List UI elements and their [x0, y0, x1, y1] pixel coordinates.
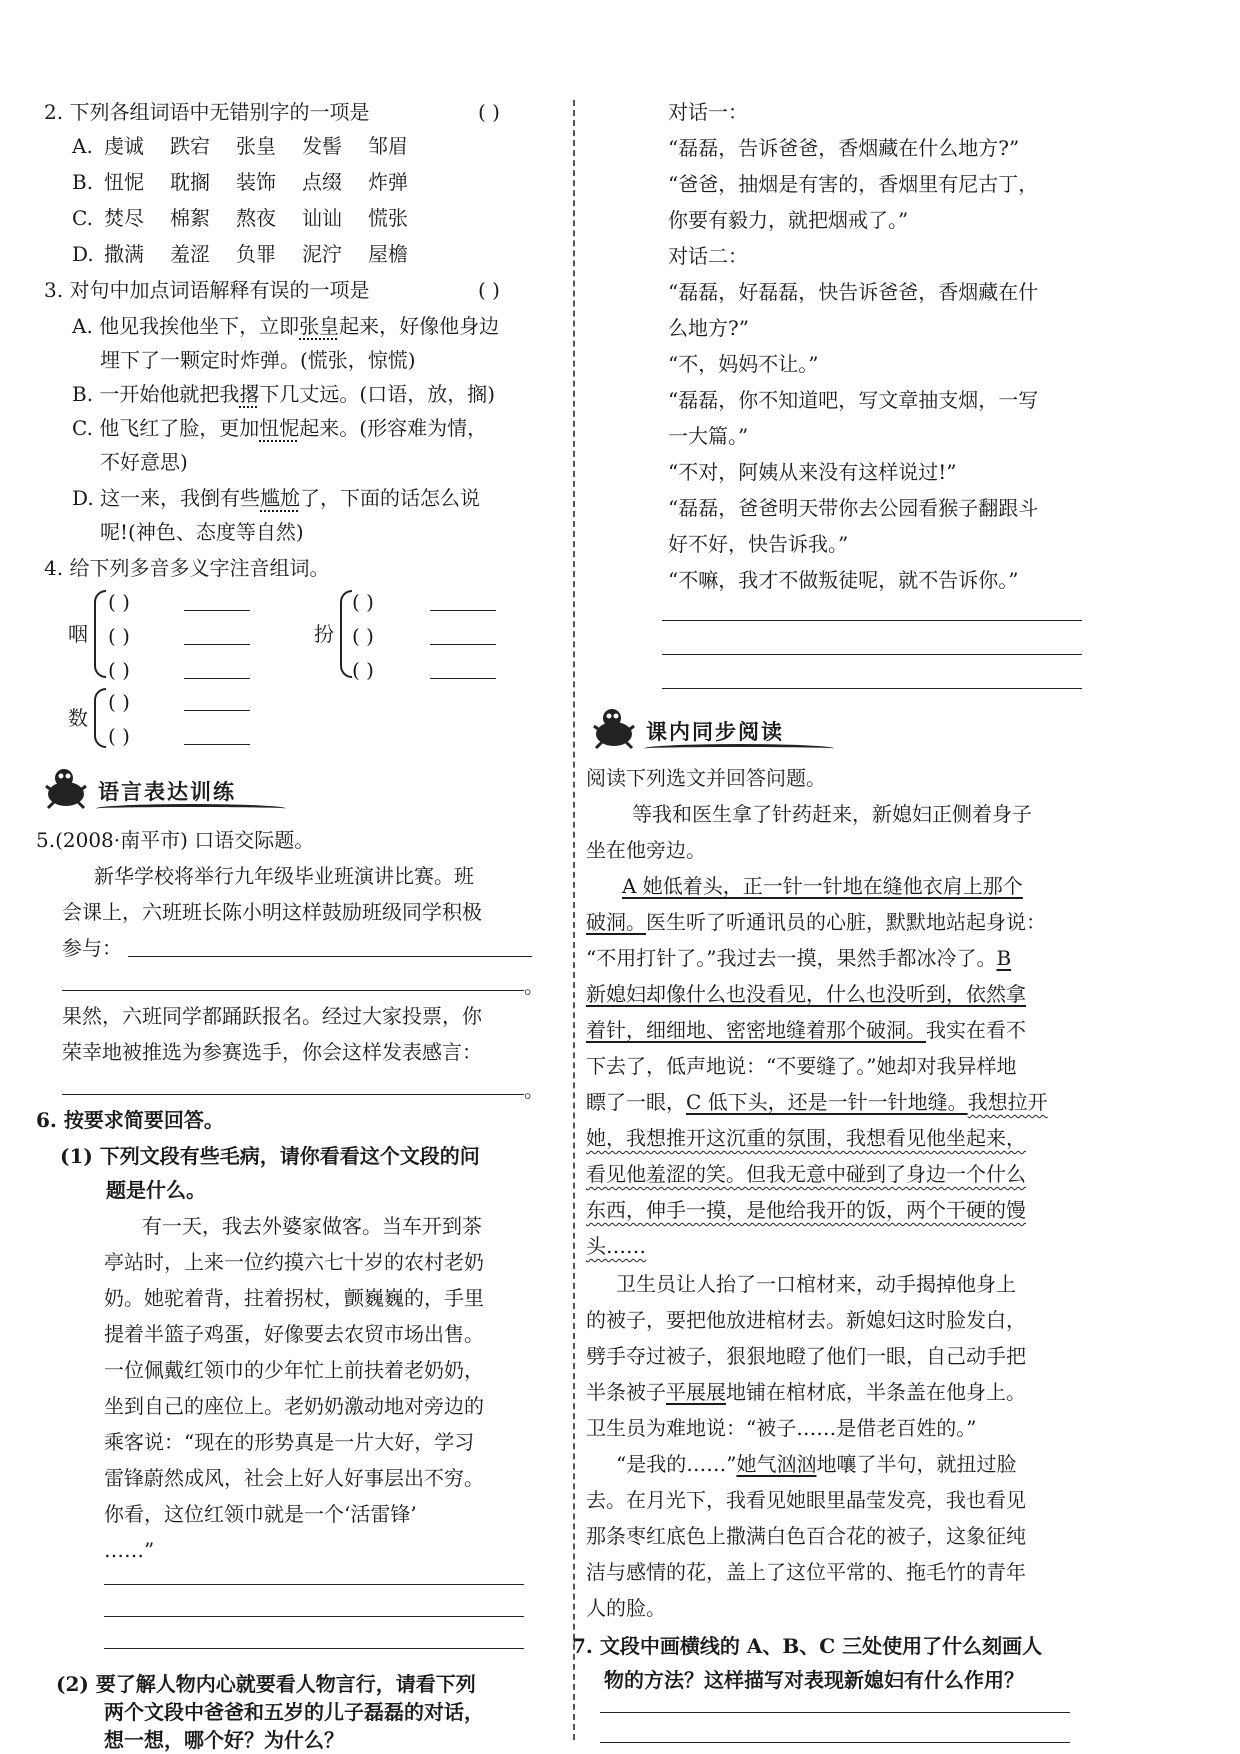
- option-word: 跌宕: [170, 134, 210, 158]
- passage-line-wavy: 东西，伸手一摸，是他给我开的饭，两个干硬的馒: [586, 1198, 1026, 1222]
- option-label: B.: [72, 170, 94, 194]
- word-blank[interactable]: [430, 644, 496, 645]
- pinyin-paren: ( ): [352, 624, 374, 648]
- passage-line: 破洞。医生听了听通讯员的心脏，默默地站起身说：: [586, 910, 1046, 934]
- passage-line: 下去了，低声地说：“不要缝了。”她却对我异样地: [586, 1054, 1017, 1078]
- passage-line: 亭站时，上来一位约摸六七十岁的农村老奶: [104, 1250, 484, 1274]
- option-word: 忸怩: [104, 170, 144, 194]
- answer-line[interactable]: [128, 956, 532, 957]
- question-7-stem-cont: 物的方法？这样描写对表现新媳妇有什么作用？: [604, 1668, 1024, 1692]
- question-3-option-c-cont: 不好意思): [100, 450, 188, 474]
- answer-line[interactable]: [600, 1742, 1070, 1743]
- dialog-line: “爸爸，抽烟是有害的，香烟里有尼古丁，: [668, 172, 1039, 196]
- passage-line: 的被子，要把他放进棺材去。新媳妇这时脸发白，: [586, 1308, 1026, 1332]
- option-word: 发髻: [302, 134, 342, 158]
- passage-line: 一位佩戴红领巾的少年忙上前扶着老奶奶，: [104, 1358, 484, 1382]
- passage-line: 那条枣红底色上撒满白色百合花的被子，这象征纯: [586, 1524, 1026, 1548]
- passage-line: ……”: [104, 1538, 155, 1562]
- question-2-stem: 2. 下列各组词语中无错别字的一项是: [44, 100, 370, 124]
- question-3-option-a-cont: 埋下了一颗定时炸弹。(慌张，惊慌): [100, 348, 416, 372]
- dialog-line: “不嘛，我才不做叛徒呢，就不告诉你。”: [668, 568, 1019, 592]
- passage-line: 劈手夺过被子，狠狠地瞪了他们一眼，自己动手把: [586, 1344, 1026, 1368]
- passage-line: 有一天，我去外婆家做客。当车开到茶: [142, 1214, 482, 1238]
- word-blank[interactable]: [184, 744, 250, 745]
- passage-line: 卫生员为难地说：“被子……是借老百姓的。”: [586, 1416, 977, 1440]
- answer-line[interactable]: [662, 688, 1082, 689]
- passage-line: 着针，细细地、密密地缝着那个破洞。我实在看不: [586, 1018, 1026, 1042]
- passage-line: 人的脸。: [586, 1596, 666, 1620]
- polyphone-char: 咽: [68, 622, 88, 646]
- question-6-sub-1: (1) 下列文段有些毛病，请你看看这个文段的问: [60, 1144, 480, 1168]
- pinyin-paren: ( ): [108, 724, 130, 748]
- word-blank[interactable]: [430, 610, 496, 611]
- pinyin-paren: ( ): [352, 658, 374, 682]
- question-5-line: 果然，六班同学都踊跃报名。经过大家投票，你: [62, 1004, 482, 1028]
- option-word: 泥泞: [302, 242, 342, 266]
- dialog-line: “不，妈妈不让。”: [668, 352, 819, 376]
- question-6-sub-2: (2) 要了解人物内心就要看人物言行，请看下列: [56, 1672, 476, 1696]
- dialog-line: 么地方?”: [668, 316, 749, 340]
- passage-line: 半条被子平展展地铺在棺材底，半条盖在他身上。: [586, 1380, 1026, 1404]
- dialog-line: 你要有毅力，就把烟戒了。”: [668, 208, 909, 232]
- option-word: 熬夜: [236, 206, 276, 230]
- banner-title: 课内同步阅读: [646, 720, 784, 744]
- option-word: 点缀: [302, 170, 342, 194]
- answer-line[interactable]: [662, 654, 1082, 655]
- question-5-line: 荣幸地被推选为参赛选手，你会这样发表感言：: [62, 1040, 482, 1064]
- option-label: A.: [72, 134, 93, 158]
- passage-line: 等我和医生拿了针药赶来，新媳妇正侧着身子: [632, 802, 1032, 826]
- dialog-line: “不对，阿姨从来没有这样说过!”: [668, 460, 957, 484]
- dialog-line: 一大篇。”: [668, 424, 749, 448]
- banner-swash: [644, 744, 834, 753]
- question-5-stem: 5.(2008·南平市) 口语交际题。: [36, 828, 315, 852]
- column-divider: [573, 100, 575, 1740]
- pinyin-paren: ( ): [108, 590, 130, 614]
- word-blank[interactable]: [184, 610, 250, 611]
- option-word: 焚尽: [104, 206, 144, 230]
- passage-line-a: A 她低着头，正一针一针地在缝他衣肩上那个: [622, 874, 1023, 898]
- brace: [340, 590, 352, 678]
- option-word: 慌张: [368, 206, 408, 230]
- brace: [94, 688, 106, 748]
- answer-line[interactable]: [104, 1584, 524, 1585]
- period: 。: [524, 974, 544, 998]
- option-word: 虔诚: [104, 134, 144, 158]
- dialog-line: “磊磊，告诉爸爸，香烟藏在什么地方?”: [668, 136, 1020, 160]
- question-6-sub-1-cont: 题是什么。: [106, 1178, 206, 1202]
- passage-line: 洁与感情的花，盖上了这位平常的、拖毛竹的青年: [586, 1560, 1026, 1584]
- dialog-2-title: 对话二：: [668, 244, 748, 268]
- question-6-stem: 6. 按要求简要回答。: [36, 1108, 224, 1132]
- period: 。: [524, 1078, 544, 1102]
- polyphone-char: 扮: [314, 622, 334, 646]
- question-3-option-d: D. 这一来，我倒有些尴尬了，下面的话怎么说: [72, 486, 481, 510]
- banner-title: 语言表达训练: [98, 780, 236, 804]
- option-word: 邹眉: [368, 134, 408, 158]
- mascot-icon: [40, 764, 92, 810]
- passage-line: 雷锋蔚然成风，社会上好人好事层出不穷。: [104, 1466, 484, 1490]
- passage-line: “不用打针了。”我过去一摸，果然手都冰冷了。B: [586, 946, 1012, 970]
- question-5-line: 参与：: [62, 936, 122, 960]
- passage-line: 你看，这位红领巾就是一个‘活雷锋’: [104, 1502, 417, 1526]
- answer-line[interactable]: [104, 1616, 524, 1617]
- word-blank[interactable]: [184, 644, 250, 645]
- passage-line-wavy: 她，我想推开这沉重的氛围，我想看见他坐起来，: [586, 1126, 1026, 1150]
- section-banner-language-expression: [40, 764, 290, 810]
- dialog-line: “磊磊，爸爸明天带你去公园看猴子翻跟斗: [668, 496, 1039, 520]
- pinyin-paren: ( ): [352, 590, 374, 614]
- option-word: 讪讪: [302, 206, 342, 230]
- question-6-sub-2-cont: 两个文段中爸爸和五岁的儿子磊磊的对话，: [104, 1700, 484, 1724]
- passage-line: “是我的……”她气汹汹地嚷了半句，就扭过脸: [616, 1452, 1017, 1476]
- answer-line[interactable]: [62, 1094, 524, 1095]
- question-3-option-b: B. 一开始他就把我撂下几丈远。(口语，放，搁): [72, 382, 496, 406]
- passage-line: 卫生员让人抬了一口棺材来，动手揭掉他身上: [616, 1272, 1016, 1296]
- question-7-stem: 7. 文段中画横线的 A、B、C 三处使用了什么刻画人: [572, 1634, 1043, 1658]
- reading-instruction: 阅读下列选文并回答问题。: [586, 766, 826, 790]
- answer-line[interactable]: [662, 620, 1082, 621]
- mascot-icon: [588, 704, 640, 750]
- section-banner-in-class-reading: [588, 704, 838, 750]
- option-word: 耽搁: [170, 170, 210, 194]
- pinyin-paren: ( ): [108, 690, 130, 714]
- question-3-stem: 3. 对句中加点词语解释有误的一项是: [44, 278, 370, 302]
- dialog-line: 好不好，快告诉我。”: [668, 532, 849, 556]
- word-blank[interactable]: [184, 678, 250, 679]
- option-word: 屋檐: [368, 242, 408, 266]
- option-word: 张皇: [236, 134, 276, 158]
- pinyin-paren: ( ): [108, 624, 130, 648]
- question-6-sub-2-cont: 想一想，哪个好？为什么？: [104, 1728, 344, 1752]
- banner-swash: [96, 804, 286, 813]
- question-5-line: 会课上，六班班长陈小明这样鼓励班级同学积极: [62, 900, 482, 924]
- polyphone-char: 数: [68, 706, 88, 730]
- option-word: 炸弹: [368, 170, 408, 194]
- option-label: D.: [72, 242, 94, 266]
- question-3-option-a: A. 他见我挨他坐下，立即张皇起来，好像他身边: [72, 314, 500, 338]
- option-word: 棉絮: [170, 206, 210, 230]
- dialog-line: “磊磊，你不知道吧，写文章抽支烟，一写: [668, 388, 1039, 412]
- pinyin-paren: ( ): [108, 658, 130, 682]
- answer-line[interactable]: [600, 1712, 1070, 1713]
- word-blank[interactable]: [430, 678, 496, 679]
- passage-line: 坐到自己的座位上。老奶奶激动地对旁边的: [104, 1394, 484, 1418]
- question-5-line: 新华学校将举行九年级毕业班演讲比赛。班: [94, 864, 474, 888]
- dialog-1-title: 对话一：: [668, 100, 748, 124]
- answer-line[interactable]: [104, 1648, 524, 1649]
- option-word: 负罪: [236, 242, 276, 266]
- passage-line: 奶。她驼着背，拄着拐杖，颤巍巍的，手里: [104, 1286, 484, 1310]
- question-3-option-d-cont: 呢!(神色、态度等自然): [100, 520, 304, 544]
- word-blank[interactable]: [184, 710, 250, 711]
- question-2-answer-paren: ( ): [478, 100, 500, 124]
- brace: [94, 590, 106, 678]
- passage-line-wavy: 头……: [586, 1234, 646, 1258]
- option-word: 装饰: [236, 170, 276, 194]
- passage-line-b: 新媳妇却像什么也没看见，什么也没听到，依然拿: [586, 982, 1026, 1006]
- passage-line: 提着半篮子鸡蛋，好像要去农贸市场出售。: [104, 1322, 484, 1346]
- passage-line: 乘客说：“现在的形势真是一片大好，学习: [104, 1430, 475, 1454]
- question-3-option-c: C. 他飞红了脸，更加忸怩起来。(形容难为情，: [72, 416, 488, 440]
- answer-line[interactable]: [62, 990, 524, 991]
- option-label: C.: [72, 206, 93, 230]
- option-word: 羞涩: [170, 242, 210, 266]
- question-4-stem: 4. 给下列多音多义字注音组词。: [44, 556, 330, 580]
- question-3-answer-paren: ( ): [478, 278, 500, 302]
- passage-line: 坐在他旁边。: [586, 838, 706, 862]
- passage-line-wavy: 看见他羞涩的笑。但我无意中碰到了身边一个什么: [586, 1162, 1026, 1186]
- dialog-line: “磊磊，好磊磊，快告诉爸爸，香烟藏在什: [668, 280, 1039, 304]
- passage-line: 瞟了一眼，C 低下头，还是一针一针地缝。我想拉开: [586, 1090, 1048, 1114]
- passage-line: 去。在月光下，我看见她眼里晶莹发亮，我也看见: [586, 1488, 1026, 1512]
- option-word: 撒满: [104, 242, 144, 266]
